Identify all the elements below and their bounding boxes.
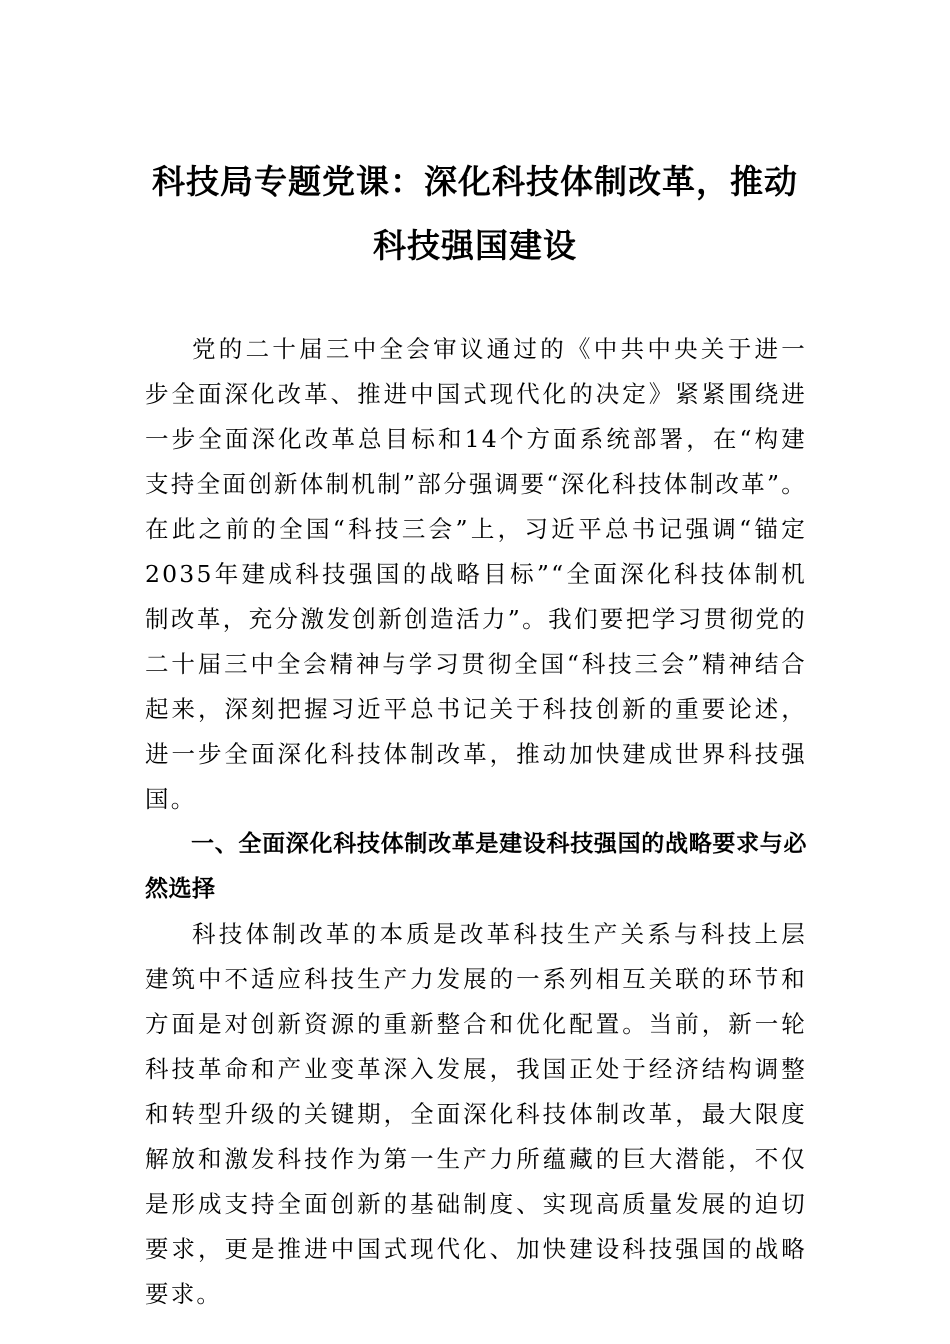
document-title: 科技局专题党课：深化科技体制改革，推动科技强国建设: [152, 162, 798, 265]
section-paragraph: 科技体制改革的本质是改革科技生产关系与科技上层建筑中不适应科技生产力发展的一系列相互关联的环节和方面是对创新资源的重新整合和优化配置。当前，新一轮科技革命和产业变革深入发展，我国正处于经济结构调整和转型升级的关键期，全面深化科技体制改革，最大限度解放和激发科技作为第一生产力所蕴藏的巨大潜能，不仅是形成支持全面创新的基础制度、实现高质量发展的迫切要求，更是推进中国式现代化、加快建设科技强国的战略要求。: [145, 920, 807, 1308]
document-body: [145, 327, 807, 1317]
intro-paragraph: 党的二十届三中全会审议通过的《中共中央关于进一步全面深化改革、推进中国式现代化的决定》紧紧围绕进一步全面深化改革总目标和14个方面系统部署，在“构建支持全面创新体制机制”部分强调要“深化科技体制改革”。在此之前的全国“科技三会”上，习近平总书记强调“锚定2035年建成科技强国的战略目标”“全面深化科技体制机制改革，充分激发创新创造活力”。我们要把学习贯彻党的二十届三中全会精神与学习贯彻全国“科技三会”精神结合起来，深刻把握习近平总书记关于科技创新的重要论述，进一步全面深化科技体制改革，推动加快建成世界科技强国。: [145, 335, 807, 813]
section-heading: 一、全面深化科技体制改革是建设科技强国的战略要求与必然选择: [145, 831, 807, 902]
